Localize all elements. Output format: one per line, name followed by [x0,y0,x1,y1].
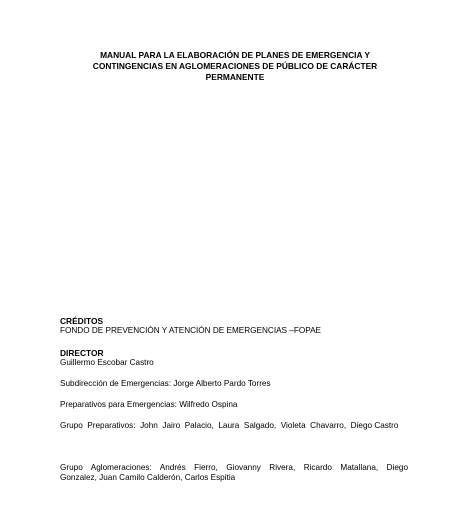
title-line-3: PERMANENTE [205,72,265,82]
grupo-aglomeraciones-text: Grupo Aglomeraciones: Andrés Fierro, Giovanny Rivera, Ricardo Matallana, Diego Gonzalez, Juan Camilo Calderón, Carlos Espitia [60,463,411,482]
title-line-1: MANUAL PARA LA ELABORACIÓN DE PLANES DE EMERGENCIA Y [100,50,370,60]
title-line-2: CONTINGENCIAS EN AGLOMERACIONES DE PÚBLICO DE CARÁCTER [92,61,378,71]
credits-organization: FONDO DE PREVENCIÓN Y ATENCIÓN DE EMERGENCIAS –FOPAE [60,326,321,335]
credits-heading: CRÉDITOS [60,316,104,326]
document-title [60,50,410,83]
grupo-aglomeraciones-paragraph [60,463,411,483]
preparativos-line [60,400,408,410]
preparativos-text: Preparativos para Emergencias: Wilfredo Ospina [60,400,238,409]
subdireccion-text: Subdirección de Emergencias: Jorge Alberto Pardo Torres [60,379,271,388]
subdireccion-line [60,379,408,389]
credits-section [60,316,408,336]
grupo-preparativos-paragraph [60,421,408,431]
director-heading: DIRECTOR [60,348,104,358]
director-name: Guillermo Escobar Castro [60,358,154,367]
grupo-preparativos-text: Grupo Preparativos: John Jairo Palacio, Laura Salgado, Violeta Chavarro, Diego Castro [60,421,399,430]
director-section [60,348,408,368]
